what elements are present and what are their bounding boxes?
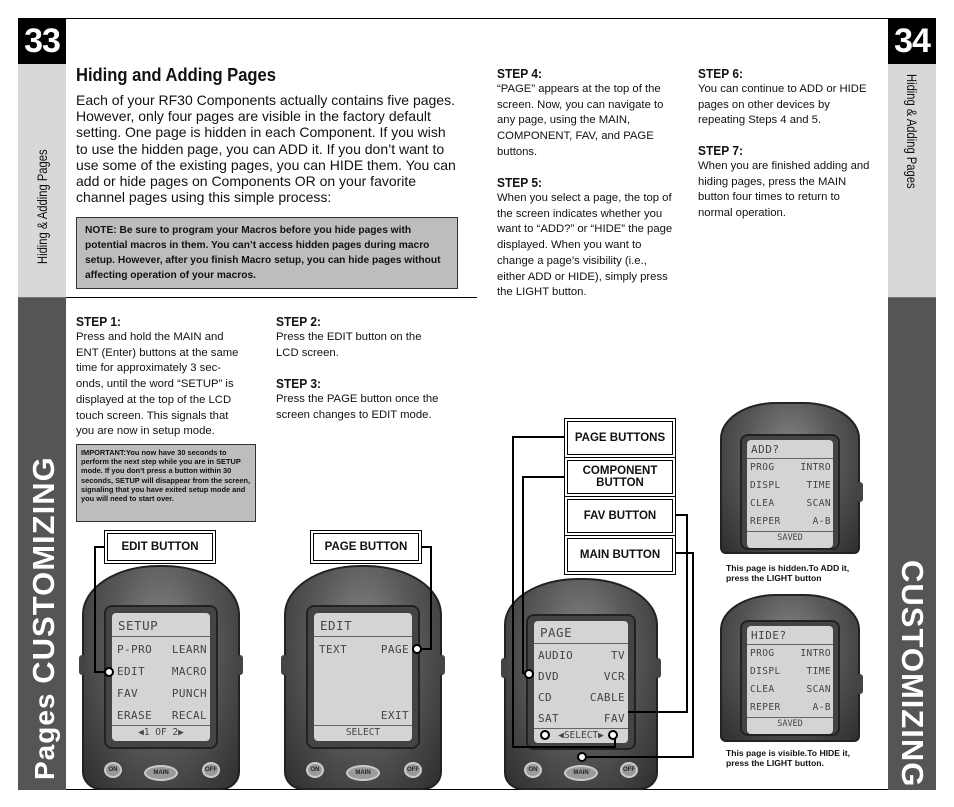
step1-text: Press and hold the MAIN and ENT (Enter) buttons at the same time for approximately 3 sec-onds, until the word “SETUP” is displayed at the top of the LCD touch screen. This signals that you are now in setup mode. — [76, 331, 239, 438]
lcd-key-text[interactable]: TEXT — [319, 643, 348, 656]
lcd-footer[interactable]: ◀1 OF 2▶ — [138, 727, 184, 738]
off-button[interactable]: OFF — [202, 762, 220, 778]
lcd-key-audio[interactable]: AUDIO — [538, 649, 574, 662]
step5-text: When you select a page, the top of the screen indicates whether you want to “ADD?” or “HIDE” the page displayed. When you want to change a page’s visibility (i.e., either ADD or HIDE), simply press the LIGHT button. — [497, 192, 673, 299]
leader-line — [512, 436, 514, 748]
lcd-key-clea[interactable]: CLEA — [750, 498, 775, 509]
lcd-key-reper[interactable]: REPER — [750, 702, 781, 713]
step1-heading: STEP 1: — [76, 314, 121, 329]
lcd-screen — [747, 626, 833, 734]
lcd-key-a-b[interactable]: A-B — [812, 702, 831, 713]
main-button-callout: MAIN BUTTON — [564, 535, 676, 575]
step5-heading: STEP 5: — [497, 175, 542, 190]
lcd-title: EDIT — [320, 618, 353, 633]
off-button[interactable]: OFF — [620, 762, 638, 778]
on-button[interactable]: ON — [524, 762, 542, 778]
side-tab-customizing-label — [26, 456, 62, 780]
side-tab-customizing-word: CUSTOMIZING — [26, 456, 61, 684]
page-number-left: 33 — [18, 18, 66, 64]
lcd-key-macro[interactable]: MACRO — [171, 665, 207, 678]
page-right-dot — [608, 730, 618, 740]
remote-add — [720, 402, 860, 554]
fav-button-callout: FAV BUTTON — [564, 496, 676, 536]
page-number-right: 34 — [888, 18, 936, 64]
side-tab-pages-word: Pages — [29, 692, 60, 780]
lcd-key-time[interactable]: TIME — [806, 480, 831, 491]
lcd-key-reper[interactable]: REPER — [750, 516, 781, 527]
important-box: IMPORTANT:You now have 30 seconds to perform the next step while you are in SETUP mode. If you don’t press a button within 30 seconds, SETUP will disappear from the screen, signaling that you have exited setup mode and you will need to start over. — [76, 444, 256, 522]
lcd-key-learn[interactable]: LEARN — [171, 643, 207, 656]
main-button[interactable]: MAIN — [346, 765, 380, 781]
lcd-title: SETUP — [118, 618, 159, 633]
component-button-callout: COMPONENT BUTTON — [564, 457, 676, 497]
side-tab-customizing-label: CUSTOMIZING — [895, 560, 930, 788]
leader-line — [522, 476, 564, 478]
step2-heading: STEP 2: — [276, 314, 321, 329]
lcd-key-tv[interactable]: TV — [610, 649, 625, 662]
lcd-screen — [534, 621, 628, 743]
page-pointer-dot — [412, 644, 422, 654]
caption-hidden: This page is hidden.To ADD it, press the LIGHT button — [726, 563, 850, 584]
step6-heading: STEP 6: — [698, 66, 743, 81]
leader-line — [686, 514, 688, 712]
lcd-key-a-b[interactable]: A-B — [812, 516, 831, 527]
lcd-title: PAGE — [540, 625, 573, 640]
step7-text: When you are finished adding and hiding pages, press the MAIN button four times to return to normal operation. — [698, 160, 870, 220]
side-tab-label: Hiding & Adding Pages — [904, 74, 920, 189]
component-dot — [524, 669, 534, 679]
lcd-key-p-pro[interactable]: P-PRO — [117, 643, 153, 656]
off-button[interactable]: OFF — [404, 762, 422, 778]
step3-text: Press the PAGE button once the screen changes to EDIT mode. — [276, 393, 439, 421]
step6-text: You can continue to ADD or HIDE pages on other devices by repeating Steps 4 and 5. — [698, 83, 867, 127]
on-button[interactable]: ON — [104, 762, 122, 778]
leader-line — [692, 552, 694, 758]
lcd-footer[interactable]: ◀SELECT▶ — [558, 730, 604, 741]
lcd-key-exit[interactable]: EXIT — [380, 709, 409, 722]
side-tab-top-right — [888, 64, 936, 298]
leader-line — [94, 671, 104, 673]
lcd-key-displ[interactable]: DISPL — [750, 666, 781, 677]
lcd-key-fav[interactable]: FAV — [117, 687, 139, 700]
remote-setup — [82, 565, 240, 790]
leader-line — [512, 436, 564, 438]
lcd-key-cable[interactable]: CABLE — [589, 691, 625, 704]
note-box: NOTE: Be sure to program your Macros before you hide pages with potential macros in them. You can’t access hidden pages during macro setup. However, after you finish Macro setup, you can hide pages without affecting operation of your macros. — [76, 217, 458, 289]
leader-line — [94, 546, 96, 672]
lcd-key-page[interactable]: PAGE — [380, 643, 409, 656]
leader-line — [512, 746, 616, 748]
lcd-key-erase[interactable]: ERASE — [117, 709, 153, 722]
lcd-key-time[interactable]: TIME — [806, 666, 831, 677]
lcd-key-scan[interactable]: SCAN — [806, 684, 831, 695]
lcd-key-edit[interactable]: EDIT — [117, 665, 146, 678]
lcd-footer: SAVED — [777, 533, 803, 543]
remote-edit — [284, 565, 442, 790]
lcd-footer[interactable]: SELECT — [345, 727, 381, 738]
lcd-key-scan[interactable]: SCAN — [806, 498, 831, 509]
lcd-key-vcr[interactable]: VCR — [603, 670, 625, 683]
intro-paragraph: Each of your RF30 Components actually contains five pages. However, only four pages are visible in the factory default setting. One page is hidden in each Component. If you wish to use the hidden page, you can ADD it. If you don’t want to use some of the existing pages, you can HIDE them. You can add or hide pages on Components OR on your favorite channel pages using this simple process: — [76, 92, 456, 206]
side-tab-bottom-left — [18, 298, 66, 790]
main-button[interactable]: MAIN — [144, 765, 178, 781]
step4-text: “PAGE” appears at the top of the screen. Now, you can navigate to any page, using the MAIN, COMPONENT, FAV, and PAGE buttons. — [497, 83, 664, 158]
edit-button-callout: EDIT BUTTON — [104, 530, 216, 564]
leader-line — [628, 711, 688, 713]
step3-heading: STEP 3: — [276, 376, 321, 391]
divider — [66, 297, 477, 298]
page-left-dot — [540, 730, 550, 740]
caption-visible: This page is visible.To HIDE it, press the LIGHT button. — [726, 748, 850, 769]
lcd-title: HIDE? — [751, 629, 787, 642]
main-button[interactable]: MAIN — [564, 765, 598, 781]
lcd-key-intro[interactable]: INTRO — [800, 648, 831, 659]
lcd-key-punch[interactable]: PUNCH — [171, 687, 207, 700]
lcd-screen — [747, 440, 833, 548]
lcd-key-fav[interactable]: FAV — [603, 712, 625, 725]
on-button[interactable]: ON — [306, 762, 324, 778]
remote-hide — [720, 594, 860, 742]
edit-pointer-dot — [104, 667, 114, 677]
lcd-key-intro[interactable]: INTRO — [800, 462, 831, 473]
side-tab-label: Hiding & Adding Pages — [34, 149, 50, 264]
side-tab-bottom-right — [888, 298, 936, 790]
lcd-screen — [314, 613, 412, 741]
step7-heading: STEP 7: — [698, 143, 743, 158]
leader-line — [584, 756, 694, 758]
side-tab-top-left — [18, 64, 66, 298]
leader-line — [430, 546, 432, 650]
lcd-key-sat[interactable]: SAT — [538, 712, 560, 725]
lcd-key-recal[interactable]: RECAL — [171, 709, 207, 722]
lcd-key-prog[interactable]: PROG — [750, 648, 775, 659]
page-title: Hiding and Adding Pages — [76, 65, 276, 85]
lcd-title: ADD? — [751, 443, 780, 456]
lcd-key-dvd[interactable]: DVD — [538, 670, 560, 683]
lcd-screen — [112, 613, 210, 741]
leader-line — [522, 476, 524, 674]
lcd-key-cd[interactable]: CD — [538, 691, 553, 704]
page-buttons-callout: PAGE BUTTONS — [564, 418, 676, 458]
lcd-key-displ[interactable]: DISPL — [750, 480, 781, 491]
lcd-footer: SAVED — [777, 719, 803, 729]
lcd-key-clea[interactable]: CLEA — [750, 684, 775, 695]
lcd-key-prog[interactable]: PROG — [750, 462, 775, 473]
page-button-callout: PAGE BUTTON — [310, 530, 422, 564]
step4-heading: STEP 4: — [497, 66, 542, 81]
step2-text: Press the EDIT button on the LCD screen. — [276, 331, 422, 359]
main-dot — [577, 752, 587, 762]
